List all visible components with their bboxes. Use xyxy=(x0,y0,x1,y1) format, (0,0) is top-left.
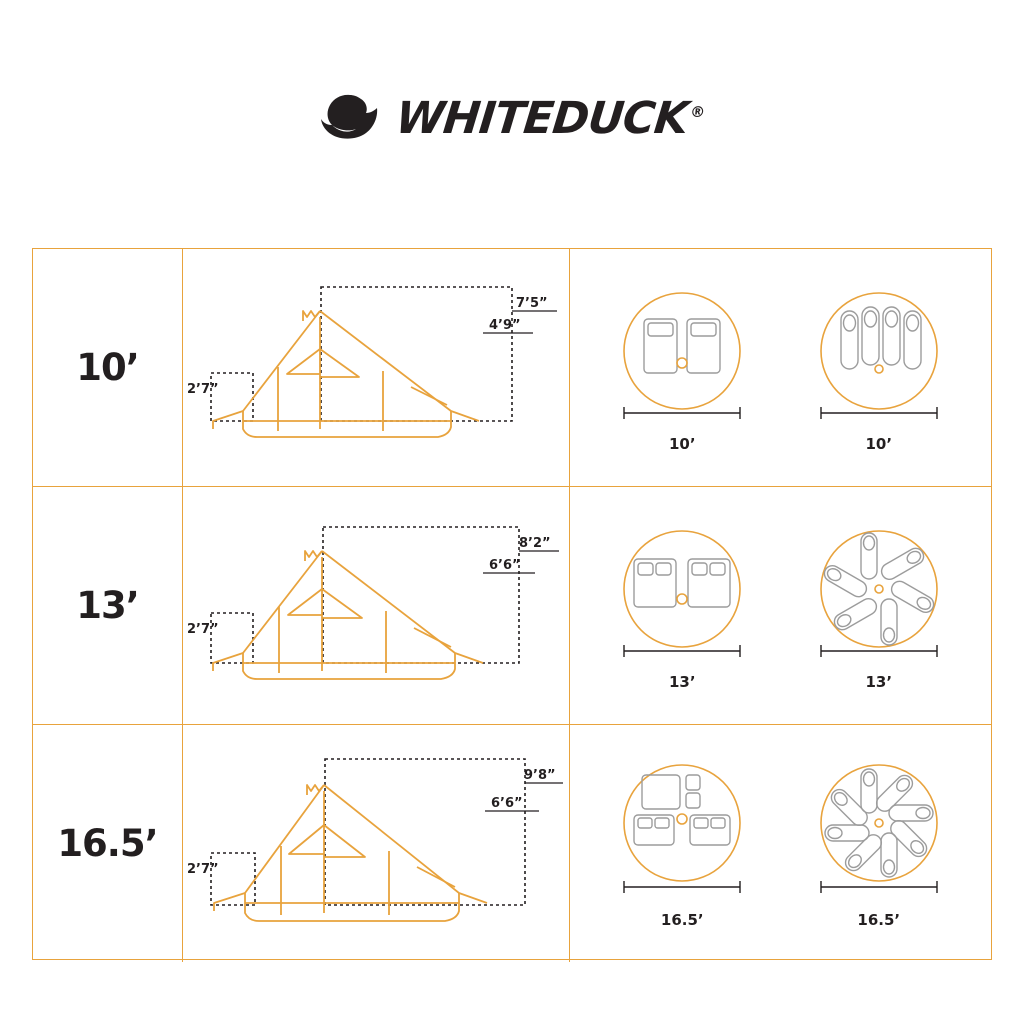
wall-height-label: 2’7” xyxy=(187,862,219,877)
brand-name xyxy=(394,93,707,144)
inner-height-label: 6’6” xyxy=(491,796,523,811)
plan-caption: 16.5’ xyxy=(857,910,901,929)
wall-height-label: 2’7” xyxy=(187,622,219,637)
floorplan-cell xyxy=(570,249,991,486)
plan-beds-diagram xyxy=(608,521,756,671)
floorplan-beds xyxy=(608,521,756,691)
plan-caption: 10’ xyxy=(668,434,696,453)
tent-elevation-diagram xyxy=(183,249,570,486)
brand-name-text: WHITEDUCK xyxy=(393,92,691,144)
plan-beds-diagram xyxy=(608,283,756,433)
plan-caption: 13’ xyxy=(668,672,696,691)
elevation-cell xyxy=(183,249,570,486)
tent-elevation-diagram xyxy=(183,725,570,962)
floorplan-sleeping-bags xyxy=(805,759,953,929)
tent-elevation-diagram xyxy=(183,487,570,724)
floorplan-sleeping-bags xyxy=(805,521,953,691)
brand-header xyxy=(0,92,1024,144)
plan-beds-diagram xyxy=(608,759,756,909)
inner-height-label: 6’6” xyxy=(489,558,521,573)
size-label: 13’ xyxy=(76,584,139,627)
plan-bags-diagram xyxy=(805,759,953,909)
registered-mark: ® xyxy=(689,102,706,121)
table-row xyxy=(33,487,991,725)
table-row xyxy=(33,249,991,487)
wall-height-label: 2’7” xyxy=(187,382,219,397)
size-cell xyxy=(33,249,183,486)
size-comparison-table xyxy=(32,248,992,960)
elevation-cell xyxy=(183,725,570,962)
size-label: 16.5’ xyxy=(57,822,158,865)
peak-height-label: 9’8” xyxy=(524,768,556,783)
duck-logo-icon xyxy=(320,92,382,144)
plan-bags-diagram xyxy=(805,283,953,433)
plan-bags-diagram xyxy=(805,521,953,671)
size-cell xyxy=(33,487,183,724)
floorplan-sleeping-bags xyxy=(805,283,953,453)
floorplan-cell xyxy=(570,725,991,962)
peak-height-label: 8’2” xyxy=(519,536,551,551)
plan-caption: 16.5’ xyxy=(660,910,704,929)
floorplan-beds xyxy=(608,283,756,453)
plan-caption: 10’ xyxy=(865,434,893,453)
inner-height-label: 4’9” xyxy=(489,318,521,333)
peak-height-label: 7’5” xyxy=(516,296,548,311)
floorplan-cell xyxy=(570,487,991,724)
floorplan-beds xyxy=(608,759,756,929)
elevation-cell xyxy=(183,487,570,724)
plan-caption: 13’ xyxy=(865,672,893,691)
table-row xyxy=(33,725,991,962)
size-cell xyxy=(33,725,183,962)
size-label: 10’ xyxy=(76,346,139,389)
